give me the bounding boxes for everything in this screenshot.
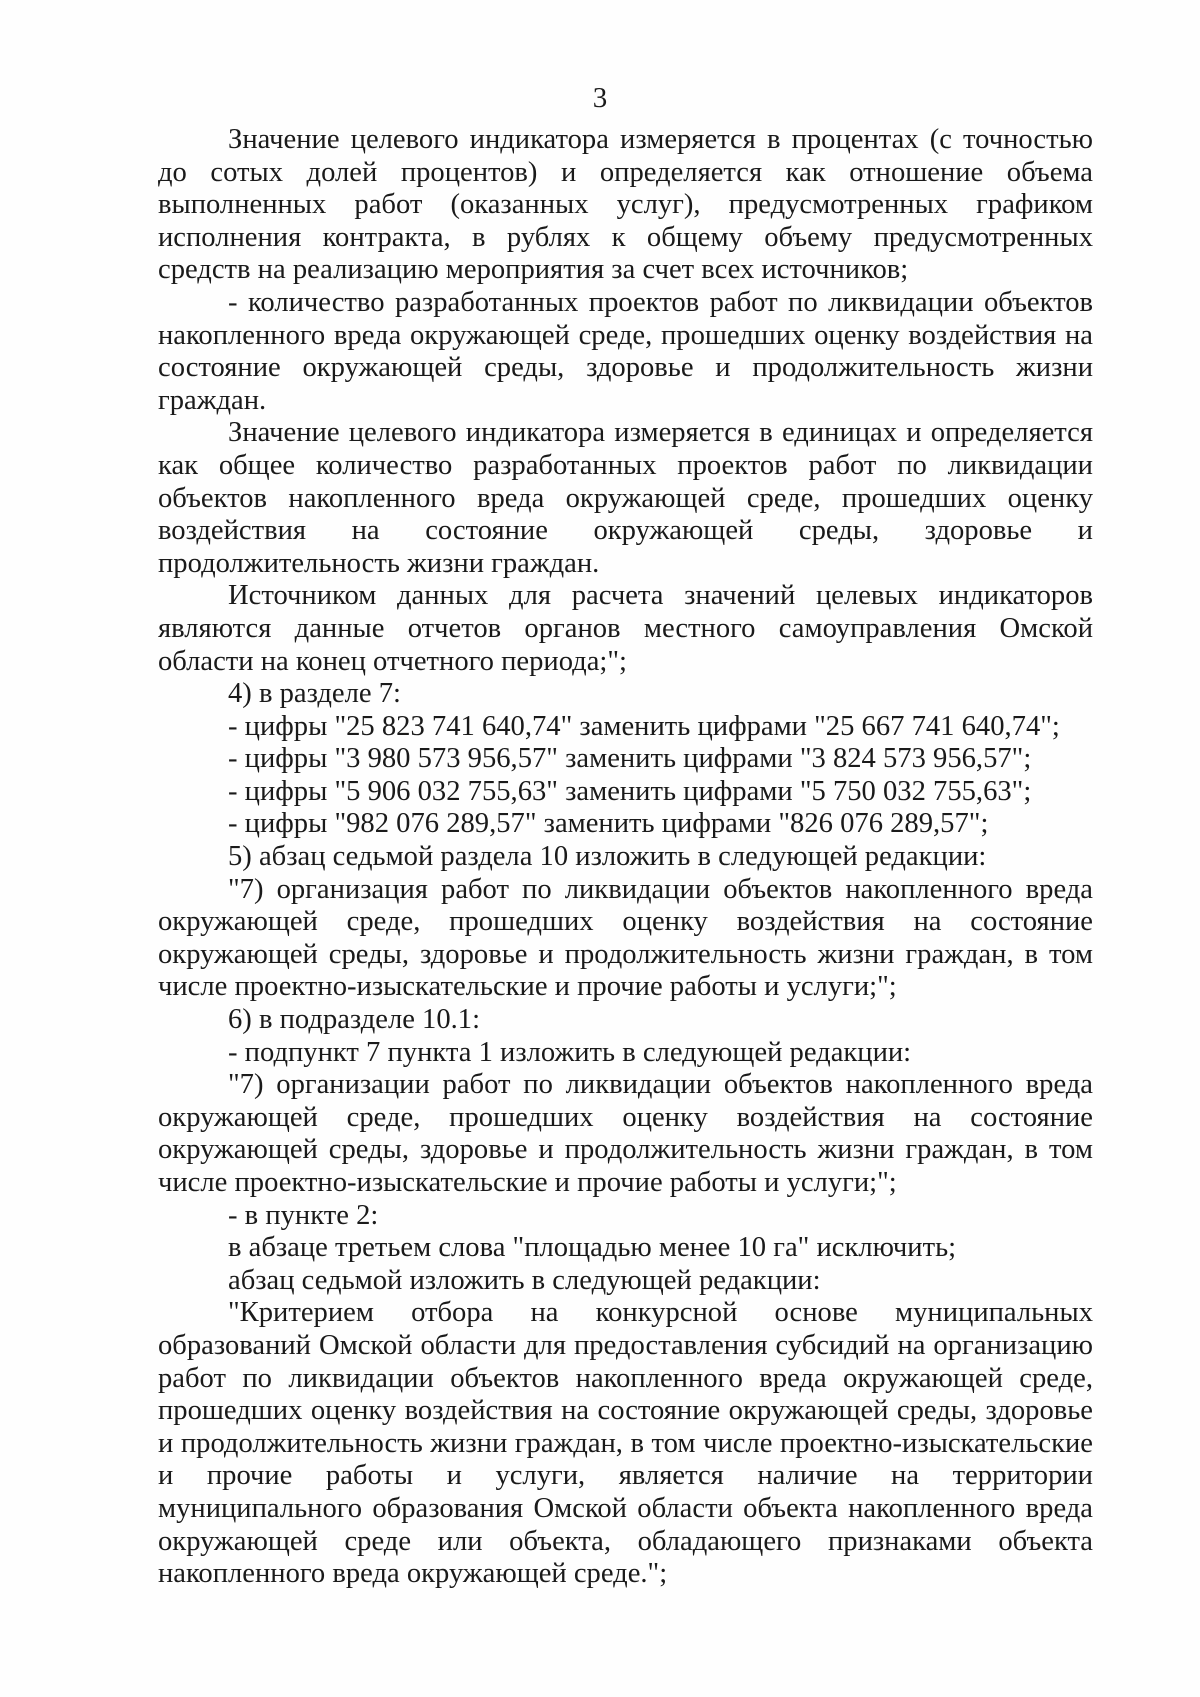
paragraph: в абзаце третьем слова "площадью менее 10 га" исключить; [228,1232,957,1264]
paragraph: - цифры "25 823 741 640,74" заменить цифрами "25 667 741 640,74"; [228,710,1060,742]
paragraph: - подпункт 7 пункта 1 изложить в следующей редакции: [228,1036,912,1068]
page-number: 3 [592,82,608,114]
paragraph: - цифры "3 980 573 956,57" заменить цифрами "3 824 573 956,57"; [228,743,1032,775]
paragraph: абзац седьмой изложить в следующей редакции: [228,1264,821,1296]
paragraph: - в пункте 2: [228,1199,379,1231]
paragraph: "7) организация работ по ликвидации объектов накопленного вреда окружающей среде, прошедших оценку воздействия на состояние окружающей среды, здоровье и продолжительность жизни граждан, в том числе проектно-изыскательские и прочие работы и услуги;"; [158,873,1093,1003]
document-body [158,124,1093,1591]
paragraph: "Критерием отбора на конкурсной основе муниципальных образований Омской области для предоставления субсидий на организацию работ по ликвидации объектов накопленного вреда окружающей среде, прошедших оценку воздействия на состояние окружающей среды, здоровье и продолжительность жизни граждан, в том числе проектно-изыскательские и прочие работы и услуги, является наличие на территории муниципального образования Омской области объекта накопленного вреда окружающей среде или объекта, обладающего признаками объекта накопленного вреда окружающей среде."; [158,1297,1093,1590]
paragraph: 4) в разделе 7: [228,678,401,710]
paragraph: Источником данных для расчета значений целевых индикаторов являются данные отчетов органов местного самоуправления Омской области на конец отчетного периода;"; [158,580,1093,677]
paragraph: 6) в подразделе 10.1: [228,1004,481,1036]
paragraph: - количество разработанных проектов работ по ликвидации объектов накопленного вреда окружающей среде, прошедших оценку воздействия на состояние окружающей среды, здоровье и продолжительность жизни граждан. [158,286,1093,416]
paragraph: Значение целевого индикатора измеряется в процентах (с точностью до сотых долей процентов) и определяется как отношение объема выполненных работ (оказанных услуг), предусмотренных графиком исполнения контракта, в рублях к общему объему предусмотренных средств на реализацию мероприятия за счет всех источников; [158,124,1093,286]
paragraph: "7) организации работ по ликвидации объектов накопленного вреда окружающей среде, прошедших оценку воздействия на состояние окружающей среды, здоровье и продолжительность жизни граждан, в том числе проектно-изыскательские и прочие работы и услуги;"; [158,1069,1093,1198]
paragraph: - цифры "5 906 032 755,63" заменить цифрами "5 750 032 755,63"; [228,775,1032,807]
paragraph: - цифры "982 076 289,57" заменить цифрами "826 076 289,57"; [228,808,989,840]
paragraph: Значение целевого индикатора измеряется в единицах и определяется как общее количество разработанных проектов работ по ликвидации объектов накопленного вреда окружающей среде, прошедших оценку воздействия на состояние окружающей среды, здоровье и продолжительность жизни граждан. [158,417,1093,579]
paragraph: 5) абзац седьмой раздела 10 изложить в следующей редакции: [228,841,987,873]
